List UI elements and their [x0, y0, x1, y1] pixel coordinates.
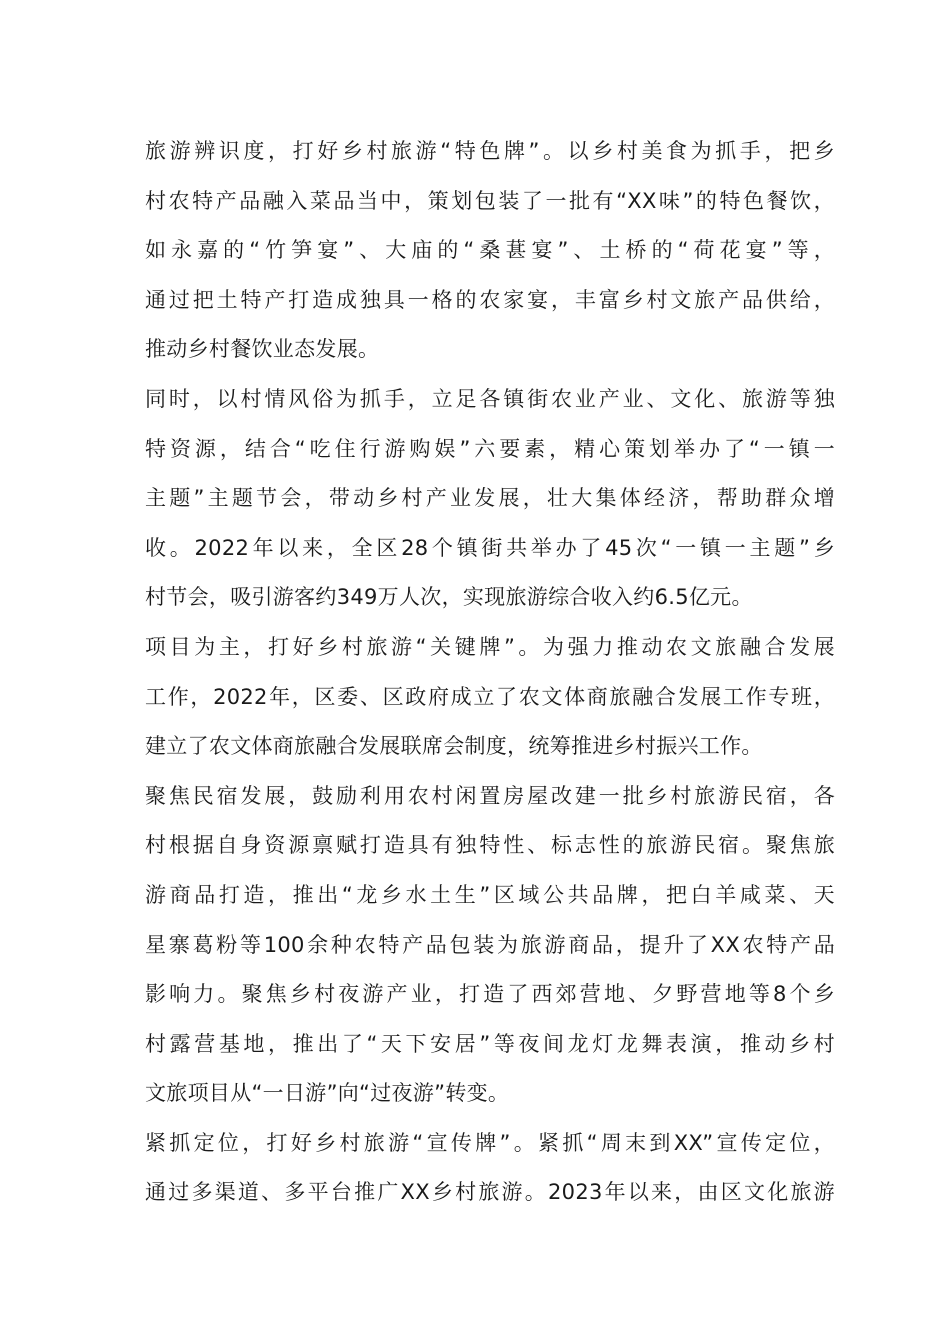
body-text: [145, 127, 835, 1218]
text-line: 如永嘉的“竹笋宴”、大庙的“桑葚宴”、土桥的“荷花宴”等，: [145, 238, 835, 263]
text-line: 影响力。聚焦乡村夜游产业，打造了西郊营地、夕野营地等8个乡: [145, 982, 835, 1007]
text-line: 村露营基地，推出了“天下安居”等夜间龙灯龙舞表演，推动乡村: [145, 1031, 835, 1056]
text-line: 通过把土特产打造成独具一格的农家宴，丰富乡村文旅产品供给，: [145, 287, 835, 312]
text-line: 聚焦民宿发展，鼓励利用农村闲置房屋改建一批乡村旅游民宿，各: [145, 783, 835, 808]
text-line: 紧抓定位，打好乡村旅游“宣传牌”。紧抓“周末到XX”宣传定位，: [145, 1130, 835, 1155]
text-line: 文旅项目从“一日游”向“过夜游”转变。: [145, 1081, 510, 1106]
text-line: 村根据自身资源禀赋打造具有独特性、标志性的旅游民宿。聚焦旅: [145, 833, 835, 858]
text-line: 推动乡村餐饮业态发展。: [145, 337, 380, 362]
text-line: 项目为主，打好乡村旅游“关键牌”。为强力推动农文旅融合发展: [145, 634, 835, 659]
text-line: 星寨葛粉等100余种农特产品包装为旅游商品，提升了XX农特产品: [145, 932, 835, 957]
text-line: 通过多渠道、多平台推广XX乡村旅游。2023年以来，由区文化旅游: [145, 1180, 835, 1205]
text-line: 村农特产品融入菜品当中，策划包装了一批有“XX味”的特色餐饮，: [145, 188, 835, 213]
text-line: 游商品打造，推出“龙乡水土生”区域公共品牌，把白羊咸菜、天: [145, 882, 835, 907]
text-line: 工作，2022年，区委、区政府成立了农文体商旅融合发展工作专班，: [145, 684, 835, 709]
text-line: 旅游辨识度，打好乡村旅游“特色牌”。以乡村美食为抓手，把乡: [145, 139, 835, 163]
text-line: 建立了农文体商旅融合发展联席会制度，统筹推进乡村振兴工作。: [145, 734, 763, 759]
text-line: 主题”主题节会，带动乡村产业发展，壮大集体经济，帮助群众增: [145, 486, 835, 511]
text-line: 特资源，结合“吃住行游购娱”六要素，精心策划举办了“一镇一: [145, 436, 835, 461]
text-line: 村节会，吸引游客约349万人次，实现旅游综合收入约6.5亿元。: [145, 585, 753, 610]
text-line: 同时，以村情风俗为抓手，立足各镇街农业产业、文化、旅游等独: [145, 386, 835, 411]
text-line: 收。2022年以来，全区28个镇街共举办了45次“一镇一主题”乡: [145, 535, 835, 560]
